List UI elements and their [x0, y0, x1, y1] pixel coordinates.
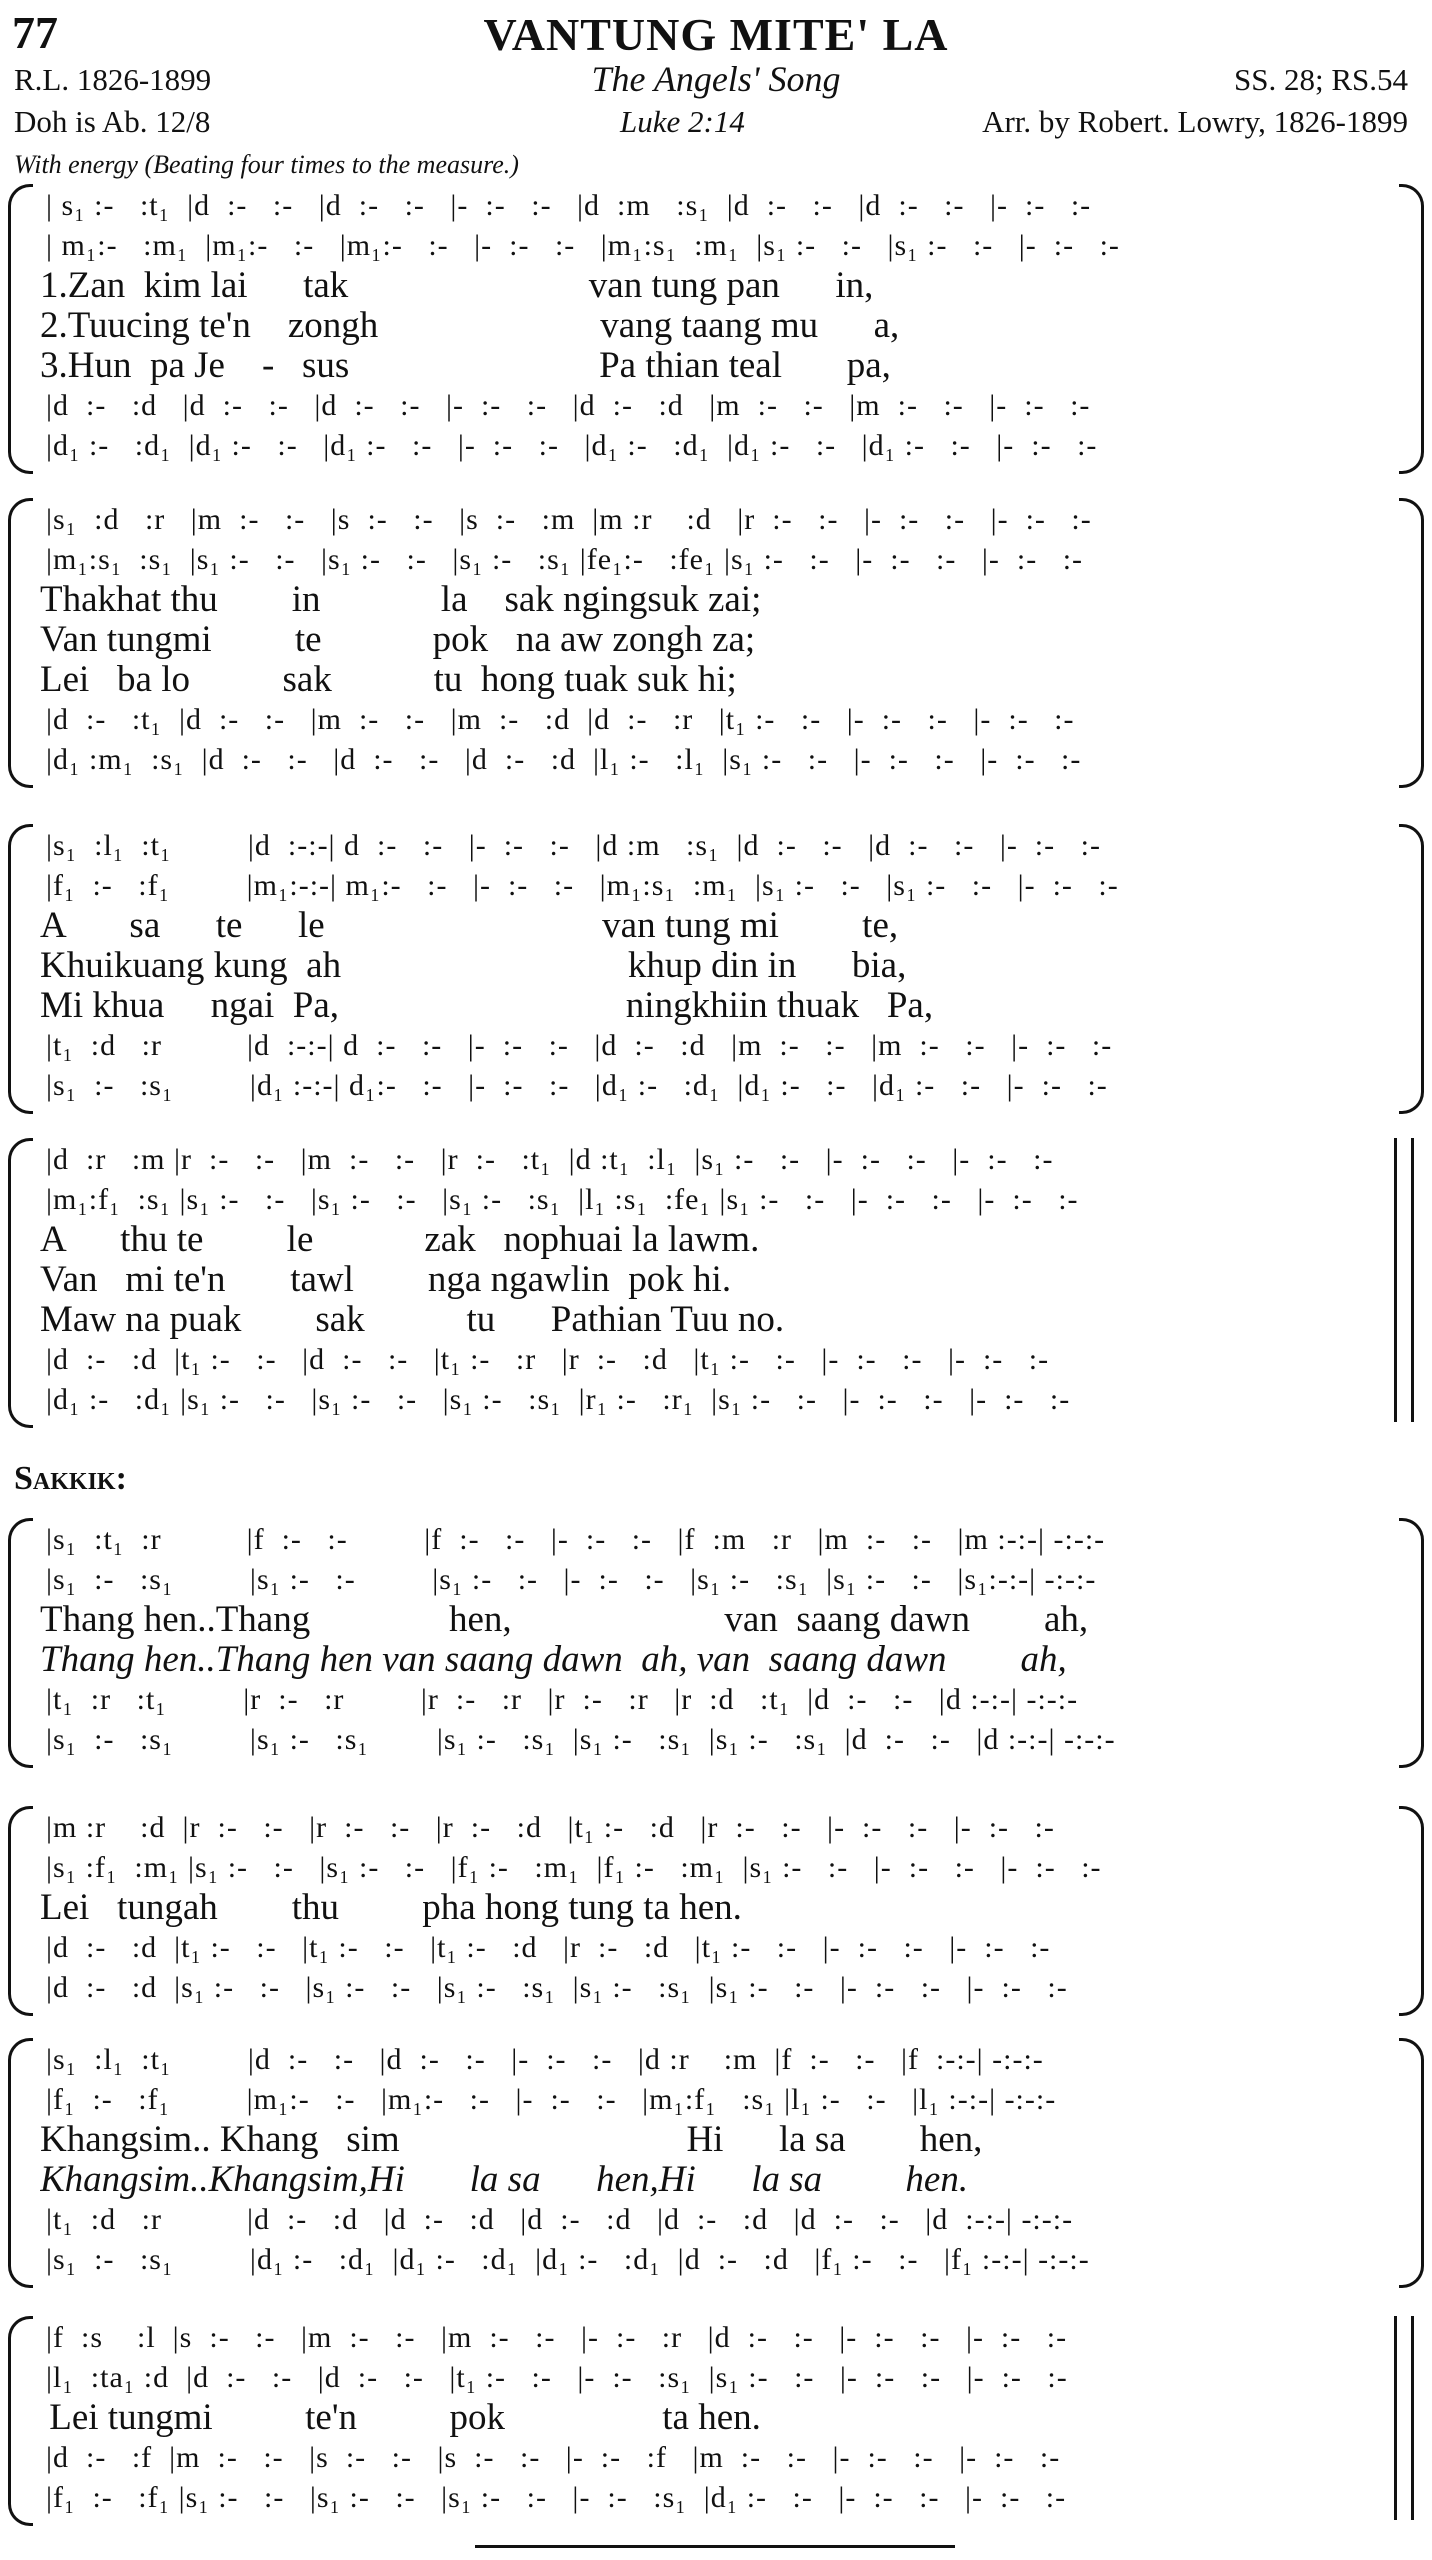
- solfa-lower-part: |t₁ :d :r |d :-:-| d :- :- |- :- :- |d :- :d |m :- :- |m :- :- |- :- :-: [46, 1029, 1113, 1062]
- solfa-lower-part: |s₁ :- :s₁ |d₁ :-:-| d₁:- :- |- :- :- |d₁ :- :d₁ |d₁ :- :- |d₁ :- :- |- :- :-: [46, 1069, 1108, 1102]
- solfa-lower-part: |d₁ :- :d₁ |s₁ :- :- |s₁ :- :- |s₁ :- :s₁ |r₁ :- :r₁ |s₁ :- :- |- :- :- |- :- :-: [46, 1383, 1071, 1416]
- system-brace-left: [8, 184, 33, 474]
- lyric-line: Thang hen..Thang hen, van saang dawn ah,: [40, 1600, 1089, 1640]
- key-signature: Doh is Ab. 12/8: [14, 104, 211, 139]
- lyric-line: 2.Tuucing te'n zongh vang taang mu a,: [40, 306, 900, 346]
- solfa-upper-part: |f :s :l |s :- :- |m :- :- |m :- :- |- :- :r |d :- :- |- :- :- |- :- :-: [46, 2321, 1068, 2354]
- lyric-line: Khangsim.. Khang sim Hi la sa hen,: [40, 2120, 983, 2160]
- arranger-credit: Arr. by Robert. Lowry, 1826-1899: [982, 104, 1408, 139]
- system-brace-right: [1399, 1806, 1424, 2016]
- solfa-upper-part: |s₁ :t₁ :r |f :- :- |f :- :- |- :- :- |f :m :r |m :- :- |m :-:-| -:-:-: [46, 1523, 1106, 1556]
- solfa-lower-part: |d :- :d |t₁ :- :- |t₁ :- :- |t₁ :- :d |r :- :d |t₁ :- :- |- :- :- |- :- :-: [46, 1931, 1051, 1964]
- scripture-reference: Luke 2:14: [620, 104, 745, 139]
- system-brace-right: [1399, 498, 1424, 788]
- solfa-upper-part: | s₁ :- :t₁ |d :- :- |d :- :- |- :- :- |d :m :s₁ |d :- :- |d :- :- |- :- :-: [46, 189, 1092, 222]
- lyric-line: A sa te le van tung mi te,: [40, 906, 899, 946]
- system-brace-left: [8, 1518, 33, 1768]
- solfa-upper-part: |s₁ :l₁ :t₁ |d :-:-| d :- :- |- :- :- |d :m :s₁ |d :- :- |d :- :- |- :- :-: [46, 829, 1101, 862]
- solfa-upper-part: |f₁ :- :f₁ |m₁:- :- |m₁:- :- |- :- :- |m₁:f₁ :s₁ |l₁ :- :- |l₁ :-:-| -:-:-: [46, 2083, 1057, 2116]
- system-brace-left: [8, 824, 33, 1114]
- system-brace-left: [8, 1806, 33, 2016]
- solfa-upper-part: |s₁ :f₁ :m₁ |s₁ :- :- |s₁ :- :- |f₁ :- :m₁ |f₁ :- :m₁ |s₁ :- :- |- :- :- |- :- :-: [46, 1851, 1102, 1884]
- lyric-line: Van mi te'n tawl nga ngawlin pok hi.: [40, 1260, 732, 1300]
- solfa-lower-part: |d :- :d |s₁ :- :- |s₁ :- :- |s₁ :- :s₁ |s₁ :- :s₁ |s₁ :- :- |- :- :- |- :- :-: [46, 1971, 1068, 2004]
- solfa-lower-part: |d₁ :m₁ :s₁ |d :- :- |d :- :- |d :- :d |l₁ :- :l₁ |s₁ :- :- |- :- :- |- :- :-: [46, 743, 1082, 776]
- solfa-upper-part: |l₁ :ta₁ :d |d :- :- |d :- :- |t₁ :- :- |- :- :s₁ |s₁ :- :- |- :- :- |- :- :-: [46, 2361, 1068, 2394]
- composer-dates: R.L. 1826-1899: [14, 62, 212, 97]
- lyric-line: Lei tungah thu pha hong tung ta hen.: [40, 1888, 742, 1928]
- system-brace-right: [1399, 2038, 1424, 2288]
- final-barline: [1394, 1138, 1414, 1422]
- system-brace-right: [1399, 1518, 1424, 1768]
- lyric-line: Maw na puak sak tu Pathian Tuu no.: [40, 1300, 785, 1340]
- final-barline: [1394, 2316, 1414, 2520]
- solfa-upper-part: |d :r :m |r :- :- |m :- :- |r :- :t₁ |d :t₁ :l₁ |s₁ :- :- |- :- :- |- :- :-: [46, 1143, 1054, 1176]
- lyric-line: 3.Hun pa Je - sus Pa thian teal pa,: [40, 346, 891, 386]
- solfa-upper-part: |m :r :d |r :- :- |r :- :- |r :- :d |t₁ :- :d |r :- :- |- :- :- |- :- :-: [46, 1811, 1055, 1844]
- solfa-lower-part: |d :- :f |m :- :- |s :- :- |s :- :- |- :- :f |m :- :- |- :- :- |- :- :-: [46, 2441, 1061, 2474]
- hymn-subtitle: The Angels' Song: [591, 59, 841, 99]
- solfa-lower-part: |d :- :t₁ |d :- :- |m :- :- |m :- :d |d :- :r |t₁ :- :- |- :- :- |- :- :-: [46, 703, 1075, 736]
- chorus-label: Sakkik:: [14, 1460, 127, 1497]
- hymnal-references: SS. 28; RS.54: [1233, 62, 1408, 97]
- lyric-line: Thakhat thu in la sak ngingsuk zai;: [40, 580, 762, 620]
- solfa-upper-part: |m₁:s₁ :s₁ |s₁ :- :- |s₁ :- :- |s₁ :- :s₁ |fe₁:- :fe₁ |s₁ :- :- |- :- :- |- :- :-: [46, 543, 1084, 576]
- solfa-upper-part: |s₁ :l₁ :t₁ |d :- :- |d :- :- |- :- :- |d :r :m |f :- :- |f :-:-| -:-:-: [46, 2043, 1044, 2076]
- system-brace-right: [1399, 824, 1424, 1114]
- solfa-upper-part: |s₁ :d :r |m :- :- |s :- :- |s :- :m |m :r :d |r :- :- |- :- :- |- :- :-: [46, 503, 1092, 536]
- solfa-upper-part: | m₁:- :m₁ |m₁:- :- |m₁:- :- |- :- :- |m₁:s₁ :m₁ |s₁ :- :- |s₁ :- :- |- :- :-: [46, 229, 1120, 262]
- lyric-line: Thang hen..Thang hen van saang dawn ah, van saang dawn ah,: [40, 1640, 1067, 1680]
- lyric-line: Khangsim..Khangsim,Hi la sa hen,Hi la sa hen.: [40, 2160, 969, 2200]
- lyric-line: Lei tungmi te'n pok ta hen.: [40, 2398, 761, 2438]
- solfa-lower-part: |t₁ :r :t₁ |r :- :r |r :- :r |r :- :r |r :d :t₁ |d :- :- |d :-:-| -:-:-: [46, 1683, 1079, 1716]
- solfa-lower-part: |s₁ :- :s₁ |s₁ :- :s₁ |s₁ :- :s₁ |s₁ :- :s₁ |s₁ :- :s₁ |d :- :- |d :-:-| -:-:-: [46, 1723, 1116, 1756]
- solfa-lower-part: |s₁ :- :s₁ |d₁ :- :d₁ |d₁ :- :d₁ |d₁ :- :d₁ |d :- :d |f₁ :- :- |f₁ :-:-| -:-:-: [46, 2243, 1090, 2276]
- lyric-line: Mi khua ngai Pa, ningkhiin thuak Pa,: [40, 986, 934, 1026]
- hymn-number: 77: [12, 7, 58, 58]
- lyric-line: Lei ba lo sak tu hong tuak suk hi;: [40, 660, 737, 700]
- lyric-line: Khuikuang kung ah khup din in bia,: [40, 946, 907, 986]
- system-brace-left: [8, 2316, 33, 2526]
- solfa-lower-part: |d :- :d |t₁ :- :- |d :- :- |t₁ :- :r |r :- :d |t₁ :- :- |- :- :- |- :- :-: [46, 1343, 1050, 1376]
- footer-rule: [475, 2545, 955, 2548]
- hymn-title: VANTUNG MITE' LA: [483, 9, 949, 60]
- solfa-upper-part: |m₁:f₁ :s₁ |s₁ :- :- |s₁ :- :- |s₁ :- :s₁ |l₁ :s₁ :fe₁ |s₁ :- :- |- :- :- |- :- :-: [46, 1183, 1079, 1216]
- lyric-line: A thu te le zak nophuai la lawm.: [40, 1220, 760, 1260]
- solfa-upper-part: |s₁ :- :s₁ |s₁ :- :- |s₁ :- :- |- :- :- |s₁ :- :s₁ |s₁ :- :- |s₁:-:-| -:-:-: [46, 1563, 1097, 1596]
- lyric-line: Van tungmi te pok na aw zongh za;: [40, 620, 756, 660]
- solfa-lower-part: |f₁ :- :f₁ |s₁ :- :- |s₁ :- :- |s₁ :- :- |- :- :s₁ |d₁ :- :- |- :- :- |- :- :-: [46, 2481, 1067, 2514]
- solfa-lower-part: |t₁ :d :r |d :- :d |d :- :d |d :- :d |d :- :d |d :- :- |d :-:-| -:-:-: [46, 2203, 1074, 2236]
- system-brace-left: [8, 2038, 33, 2288]
- system-brace-left: [8, 1138, 33, 1428]
- tempo-instruction: With energy (Beating four times to the measure.): [14, 150, 519, 179]
- lyric-line: 1.Zan kim lai tak van tung pan in,: [40, 266, 874, 306]
- system-brace-left: [8, 498, 33, 788]
- solfa-lower-part: |d₁ :- :d₁ |d₁ :- :- |d₁ :- :- |- :- :- |d₁ :- :d₁ |d₁ :- :- |d₁ :- :- |- :- :-: [46, 429, 1098, 462]
- solfa-lower-part: |d :- :d |d :- :- |d :- :- |- :- :- |d :- :d |m :- :- |m :- :- |- :- :-: [46, 389, 1091, 422]
- system-brace-right: [1399, 184, 1424, 474]
- solfa-upper-part: |f₁ :- :f₁ |m₁:-:-| m₁:- :- |- :- :- |m₁:s₁ :m₁ |s₁ :- :- |s₁ :- :- |- :- :-: [46, 869, 1119, 902]
